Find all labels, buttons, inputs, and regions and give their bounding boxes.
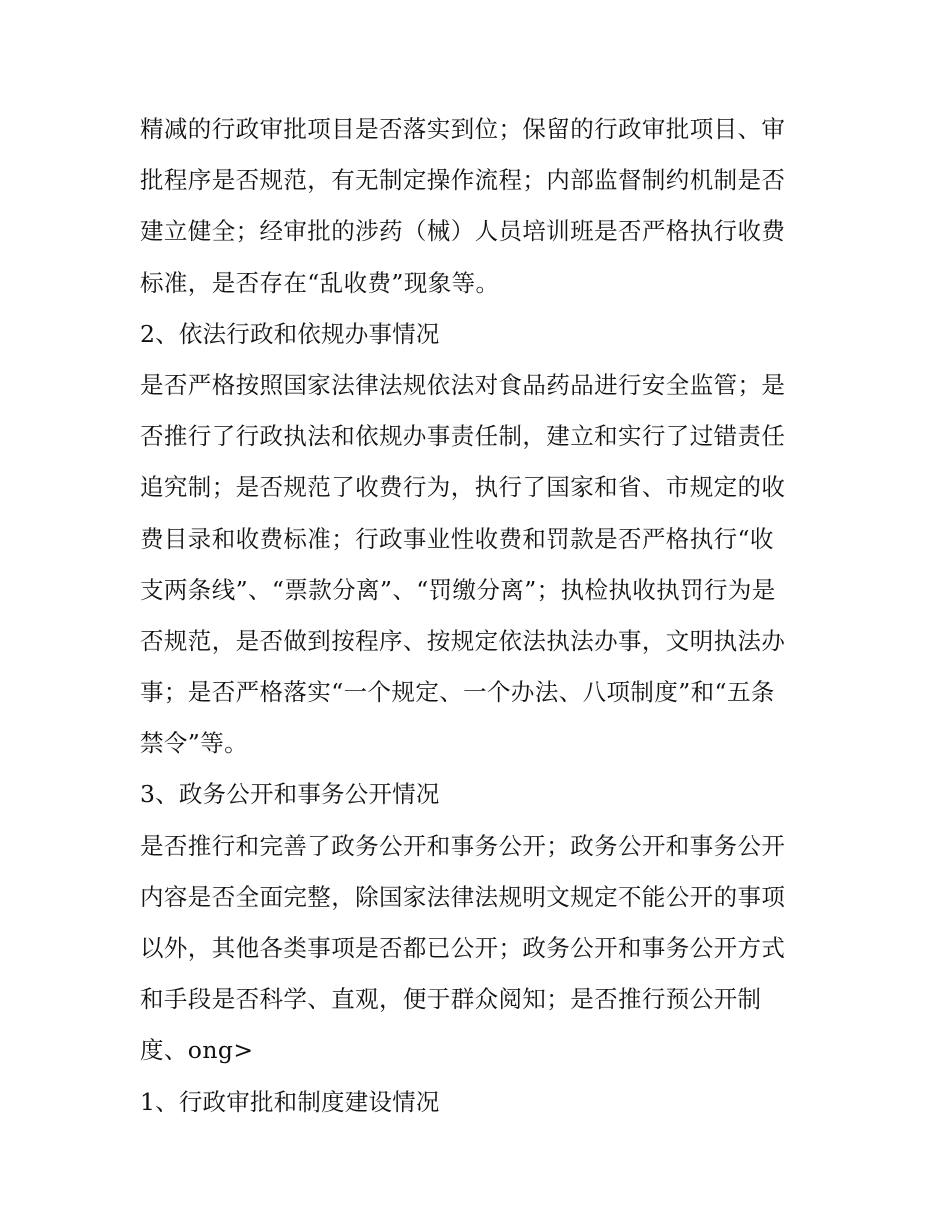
section-heading: 1、行政审批和制度建设情况 — [140, 1087, 440, 1116]
paragraph-line: 否规范，是否做到按程序、按规定依法执法办事，文明执法办 — [140, 626, 786, 655]
paragraph-line: 精减的行政审批项目是否落实到位；保留的行政审批项目、审 — [140, 115, 786, 143]
paragraph-line: 费目录和收费标准；行政事业性收费和罚款是否严格执行“收 — [140, 524, 774, 553]
paragraph-line: 是否严格按照国家法律法规依法对食品药品进行安全监管；是 — [140, 370, 786, 399]
paragraph-line: 是否推行和完善了政务公开和事务公开；政务公开和事务公开 — [140, 831, 786, 860]
paragraph-line: 以外，其他各类事项是否都已公开；政务公开和事务公开方式 — [140, 934, 786, 962]
paragraph-line: 否推行了行政执法和依规办事责任制，建立和实行了过错责任 — [140, 422, 786, 451]
paragraph-line: 度、ong> — [140, 1036, 254, 1065]
paragraph-line: 支两条线”、“票款分离”、“罚缴分离”；执检执收执罚行为是 — [140, 575, 776, 604]
paragraph-line: 和手段是否科学、直观，便于群众阅知；是否推行预公开制 — [140, 985, 762, 1014]
paragraph-line: 禁令”等。 — [140, 729, 249, 758]
section-heading: 3、政务公开和事务公开情况 — [140, 780, 440, 809]
paragraph-line: 事；是否严格落实“一个规定、一个办法、八项制度”和“五条 — [140, 678, 775, 707]
paragraph-line: 标准，是否存在“乱收费”现象等。 — [140, 268, 500, 297]
paragraph-line: 批程序是否规范，有无制定操作流程；内部监督制约机制是否 — [140, 166, 786, 195]
paragraph-line: 建立健全；经审批的涉药（械）人员培训班是否严格执行收费 — [140, 217, 786, 246]
section-heading: 2、依法行政和依规办事情况 — [140, 319, 440, 348]
document-body — [140, 104, 812, 1128]
paragraph-line: 内容是否全面完整，除国家法律法规明文规定不能公开的事项 — [140, 882, 786, 911]
paragraph-line: 追究制；是否规范了收费行为，执行了国家和省、市规定的收 — [140, 473, 786, 502]
